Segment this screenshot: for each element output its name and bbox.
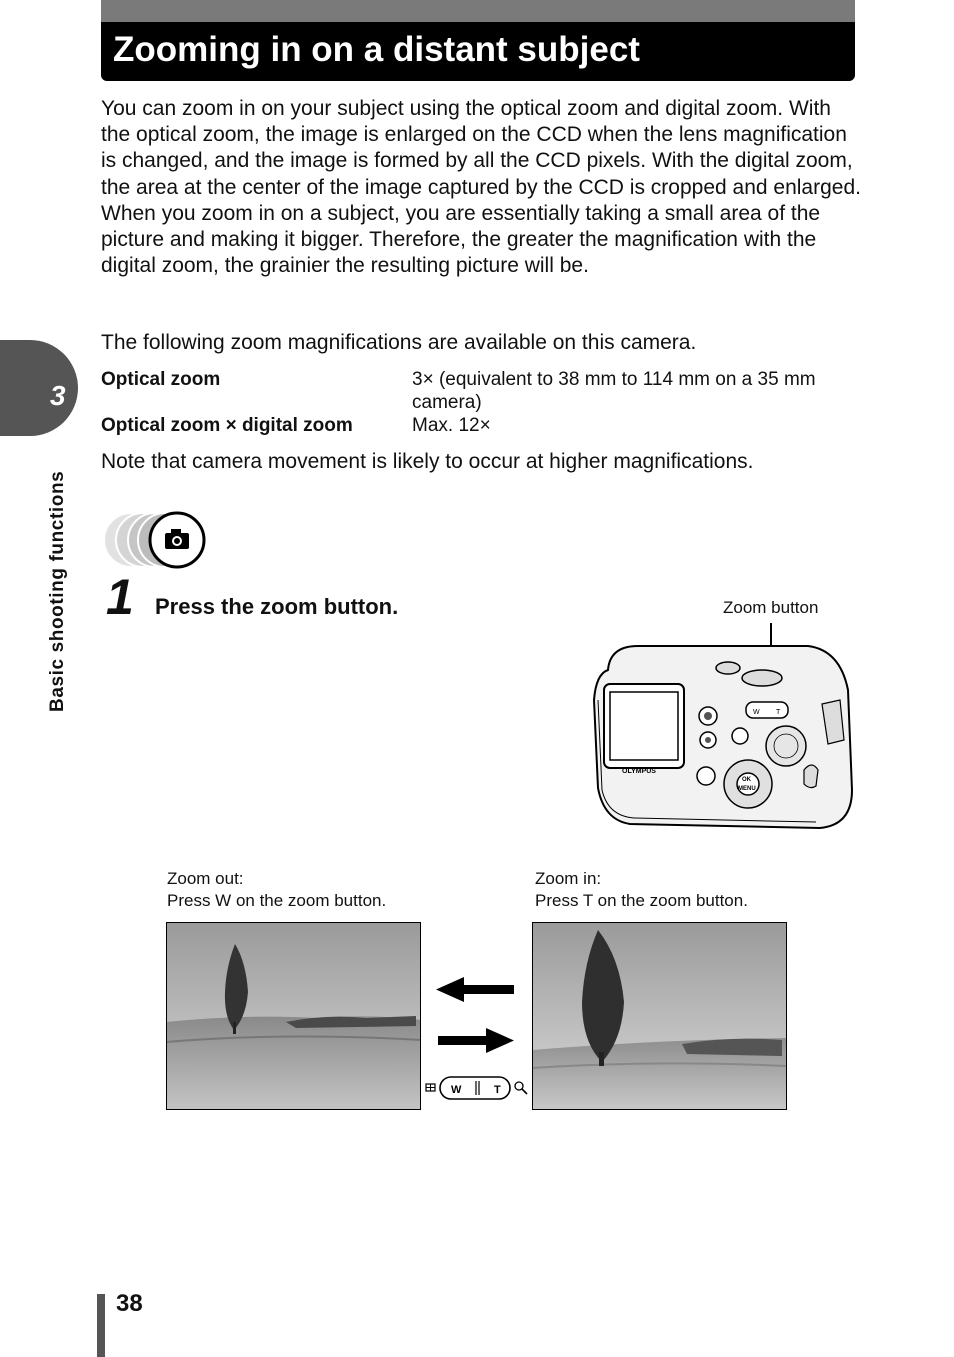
photo-zoomed-in	[532, 922, 787, 1110]
spec-value-digital: Max. 12×	[412, 415, 491, 436]
camera-mode-icon	[101, 510, 216, 570]
title-bar	[101, 0, 855, 81]
zoom-in-title: Zoom in:	[535, 869, 602, 888]
svg-text:T: T	[776, 709, 781, 716]
spec-label-digital: Optical zoom × digital zoom	[101, 415, 353, 436]
zoom-button-callout: Zoom button	[723, 598, 819, 617]
photo-zoomed-out	[166, 922, 421, 1110]
spec-label-optical: Optical zoom	[101, 369, 221, 390]
camera-brand: OLYMPUS	[622, 768, 656, 775]
zoom-t-label: T	[494, 1084, 501, 1096]
step-number: 1	[106, 569, 134, 625]
ok-label: OK	[742, 777, 751, 783]
page-title: Zooming in on a distant subject	[113, 30, 640, 69]
page-marker-bar	[97, 1294, 105, 1357]
zoom-control-graphic	[422, 1072, 532, 1104]
svg-text:W: W	[753, 709, 760, 716]
camera-illustration	[590, 620, 855, 840]
zoom-in-description: Press T on the zoom button.	[535, 891, 748, 910]
menu-label: MENU	[738, 786, 756, 792]
chapter-label: Basic shooting functions	[47, 470, 68, 712]
spec-value-optical: 3× (equivalent to 38 mm to 114 mm on a 35 mm camera)	[412, 369, 816, 413]
chapter-tab	[0, 340, 78, 436]
note-line: Note that camera movement is likely to occur at higher magnifications.	[101, 450, 754, 473]
zoom-out-description: Press W on the zoom button.	[167, 891, 387, 910]
tele-magnifier-icon	[515, 1082, 527, 1094]
page-number: 38	[116, 1290, 143, 1317]
arrow-left-icon	[436, 974, 516, 1004]
chapter-number: 3	[50, 380, 66, 411]
zoom-out-title: Zoom out:	[167, 869, 244, 888]
zoom-intro-line: The following zoom magnifications are available on this camera.	[101, 331, 697, 354]
step-instruction: Press the zoom button.	[155, 594, 399, 619]
arrow-right-icon	[436, 1025, 516, 1055]
zoom-w-label: W	[451, 1084, 462, 1096]
title-strip	[101, 0, 855, 22]
wide-icon	[426, 1084, 435, 1091]
intro-paragraph: You can zoom in on your subject using the optical zoom and digital zoom. With the optical zoom, the image is enlarged on the CCD when the lens magnification is changed, and the image is formed by all the CCD pixels. With the digital zoom, the area at the center of the image captured by the CCD is cropped and enlarged. When you zoom in on a subject, you are essentially taking a small area of the picture and making it bigger. Therefore, the greater the magnification with the digital zoom, the grainier the resulting picture will be.	[101, 97, 861, 278]
